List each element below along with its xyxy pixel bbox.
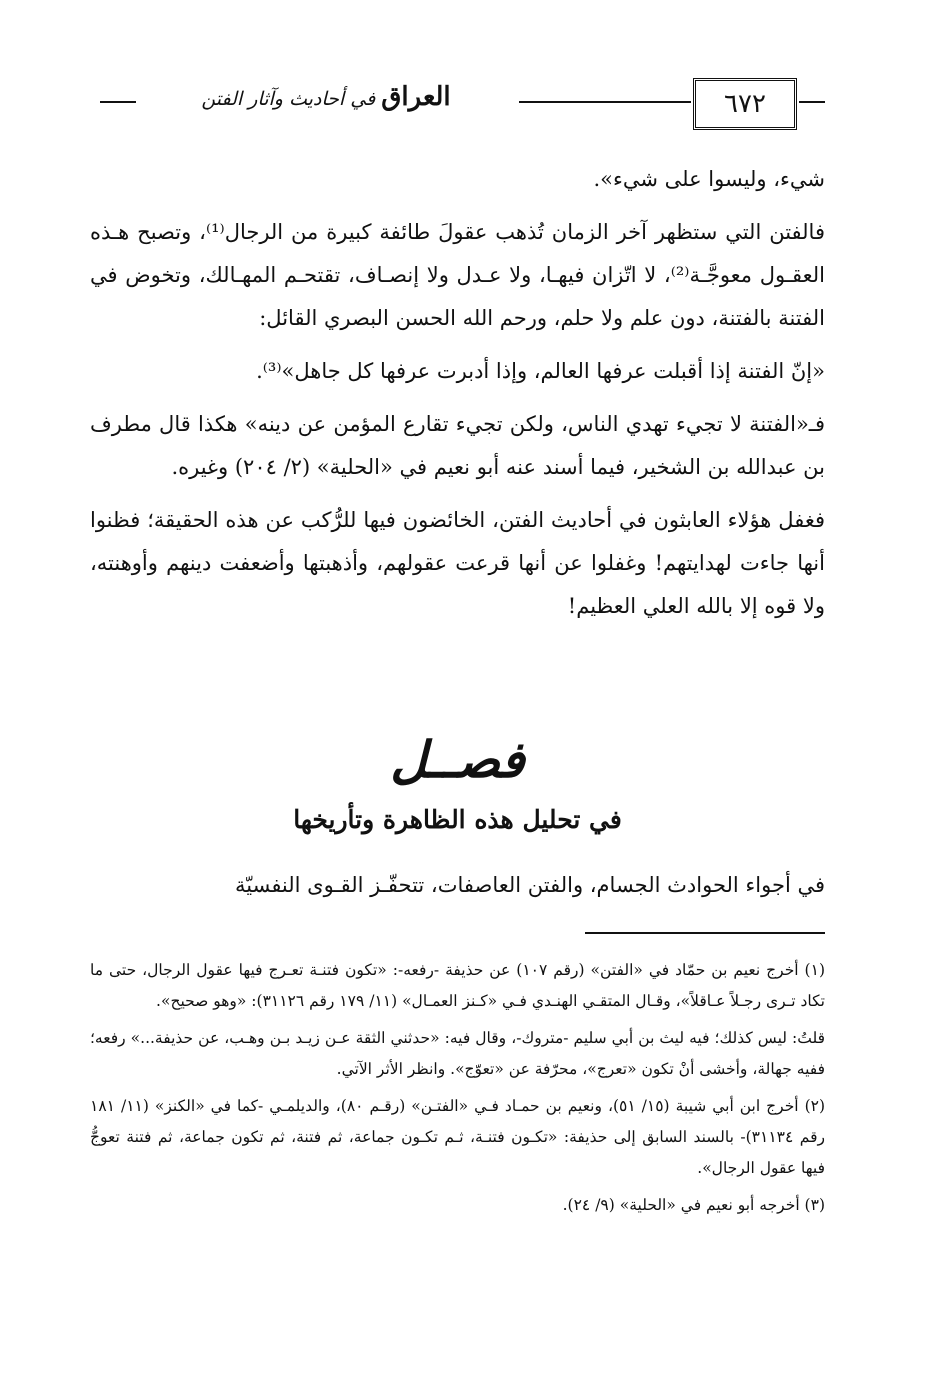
main-text: [90, 158, 825, 628]
header-rule-right: [799, 101, 825, 103]
paragraph-3: فـ«الفتنة لا تجيء تهدي الناس، ولكن تجيء تقارع المؤمن عن دينه» هكذا قال مطرف بن عبدالله بن الشخير، فيما أسند عنه أبو نعيم في «الحلية» (٢/ ٢٠٤) وغيره.: [90, 412, 825, 479]
book-title-main: العراق: [381, 82, 451, 112]
page-number: ٦٧٢: [724, 89, 766, 119]
footnote-3: (٣) أخرجه أبو نعيم في «الحلية» (٩/ ٢٤).: [562, 1196, 825, 1214]
footnote-2: (٢) أخرج ابن أبي شيبة (١٥/ ٥١)، ونعيم بن حمـاد فـي «الفتـن» (رقـم ٨٠)، والديلمـي -كما في «الكنز» (١١/ ١٨١ رقم ٣١١٣٤)- بالسند السابق إلى حذيفة: «تكـون فتنـة، ثـم تكـون جماعة، ثم فتنة، ثم تكون جماعة، ثم فتنة تعوجُّ فيها عقول الرجال».: [90, 1097, 826, 1177]
paragraph-quote: «إنّ الفتنة إذا أقبلت عرفها العالم، وإذا أدبرت عرفها كل جاهل»⁽³⁾.: [256, 359, 825, 383]
book-title: [136, 82, 516, 112]
footnote-1-comment: قلتُ: ليس كذلك؛ فيه ليث بن أبي سليم -متروك-، وقال فيه: «حدثني الثقة عـن زيـد بـن وهـب، عن حذيفة...» رفعه؛ ففيه جهالة، وأخشى أنْ تكون «تعرج»، محرّفة عن «تعوّج». وانظر الأثر الآتي.: [90, 1029, 825, 1078]
section-first-line: في أجواء الحوادث الجسام، والفتن العاصفات، تتحفّـز القـوى النفسيّة: [234, 873, 825, 897]
footnote-separator: [585, 932, 825, 934]
section-title: فصــل: [390, 730, 525, 789]
paragraph-2: فالفتن التي ستظهر آخر الزمان تُذهب عقولَ طائفة كبيرة من الرجال⁽¹⁾، وتصبح هـذه العقـول معوجَّـة⁽²⁾، لا اتّزان فيهـا، ولا عـدل ولا إنصـاف، تقتحـم المهـالك، وتخوض في الفتنة بالفتنة، دون علم ولا حلم، ورحم الله الحسن البصري القائل:: [90, 220, 825, 330]
book-title-rest: في أحاديث وآثار الفتن: [201, 88, 376, 110]
paragraph-1: شيء، وليسوا على شيء».: [593, 167, 825, 191]
header-rule-middle: [519, 101, 691, 103]
section-heading: [90, 730, 825, 838]
section-subtitle: في تحليل هذه الظاهرة وتأريخها: [293, 805, 622, 834]
running-header: [100, 68, 825, 130]
paragraph-4: فغفل هؤلاء العابثون في أحاديث الفتن، الخائضون فيها للرُّكب عن هذه الحقيقة؛ فظنوا أنها جاءت لهدايتهم! وغفلوا عن أنها قرعت عقولهم، وأذهبتها وأضعفت دينهم وأوهنته، ولا قوه إلا بالله العلي العظيم!: [90, 508, 825, 618]
header-rule-left: [100, 101, 136, 103]
footnotes: [90, 955, 825, 1227]
page-number-box: [693, 78, 797, 130]
footnote-1: (١) أخرج نعيم بن حمّاد في «الفتن» (رقم ١٠٧) عن حذيفة -رفعه-: «تكون فتنـة تعـرج فيها عقول الرجال، حتى ما تكاد تـرى رجـلاً عـاقلاً»، وقـال المتقـي الهنـدي فـي «كـنز العمـال» (١١/ ١٧٩ رقم ٣١١٢٦): «وهو صحيح».: [90, 961, 825, 1010]
